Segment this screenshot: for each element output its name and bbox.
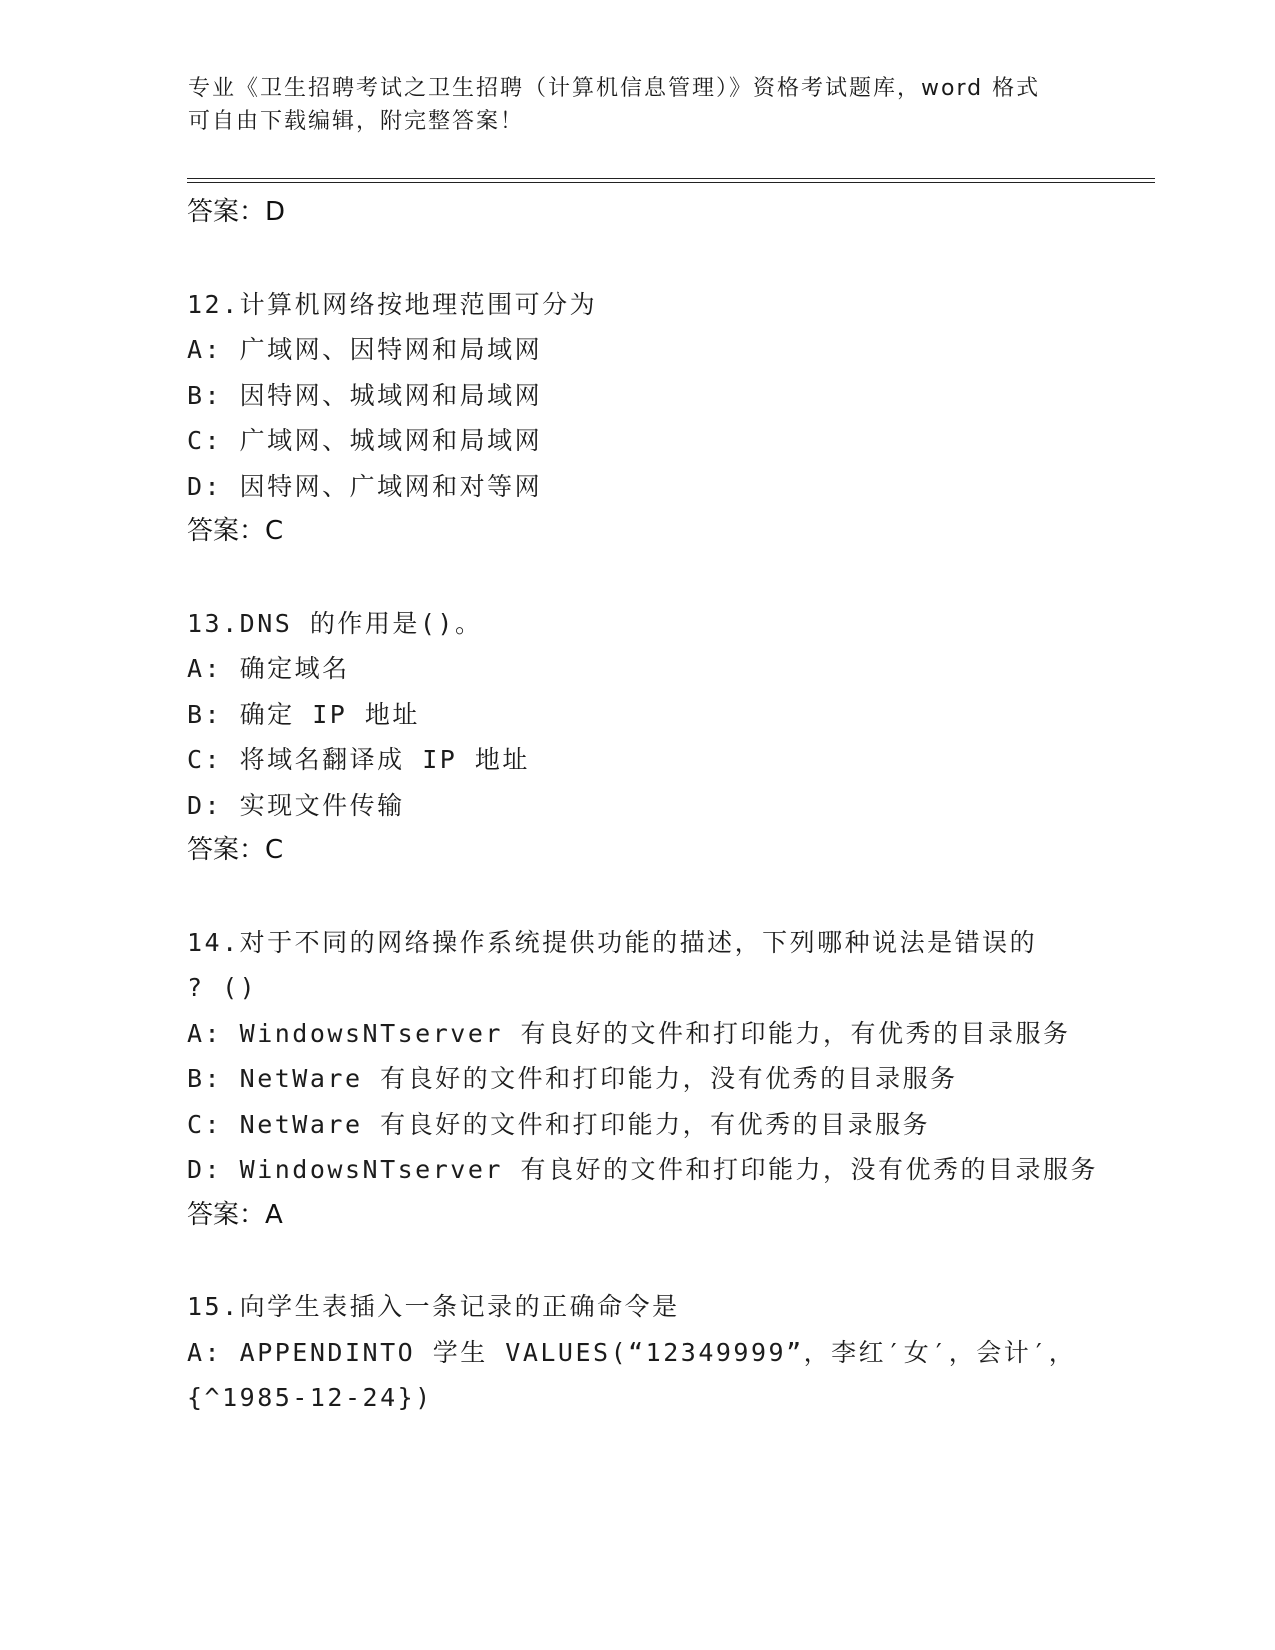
answer-line: [187, 1193, 1137, 1239]
option-d: D: 实现文件传输: [187, 790, 405, 820]
option-a: A: WindowsNTserver 有良好的文件和打印能力，有优秀的目录服务: [187, 1018, 1071, 1048]
option-b: B: NetWare 有良好的文件和打印能力，没有优秀的目录服务: [187, 1064, 958, 1093]
answer-value: D: [265, 197, 286, 227]
option-a-line-1: A: APPENDINTO 学生 VALUES(“12349999”，李红′女′，会计′，: [187, 1337, 1077, 1367]
question-stem: 12.计算机网络按地理范围可分为: [187, 289, 598, 319]
answer-label: 答案：: [187, 1199, 266, 1230]
option-a-line-2: {^1985-12-24}): [187, 1383, 433, 1412]
question-12: [187, 282, 1137, 555]
option-b: B: 因特网、城域网和局域网: [187, 380, 543, 410]
answer-line: [187, 509, 1137, 555]
question-stem: 15.向学生表插入一条记录的正确命令是: [187, 1292, 680, 1321]
question-stem: 13.DNS 的作用是()。: [187, 608, 483, 638]
spacer: [187, 874, 1137, 920]
question-14: [187, 920, 1137, 1239]
answer-value: A: [265, 1199, 283, 1230]
question-stem-line-1: 14.对于不同的网络操作系统提供功能的描述，下列哪种说法是错误的: [187, 927, 1038, 957]
question-list: [187, 190, 1137, 1421]
divider-line-bottom: [187, 182, 1155, 183]
option-c: C: NetWare 有良好的文件和打印能力，有优秀的目录服务: [187, 1109, 931, 1139]
header-line-2: 可自由下载编辑，附完整答案！: [188, 109, 525, 134]
divider-line-top: [187, 178, 1155, 179]
option-d: D: WindowsNTserver 有良好的文件和打印能力，没有优秀的目录服务: [187, 1155, 1098, 1184]
option-a: A: 广域网、因特网和局域网: [187, 335, 543, 364]
option-c: C: 广域网、城域网和局域网: [187, 426, 543, 455]
answer-line: [187, 828, 1137, 874]
answer-line: [187, 190, 1137, 236]
option-c: C: 将域名翻译成 IP 地址: [187, 745, 530, 774]
question-13: [187, 601, 1137, 874]
answer-value: C: [265, 835, 284, 865]
spacer: [187, 1238, 1137, 1284]
question-stem-line-2: ? (): [187, 973, 258, 1002]
header-divider: [187, 178, 1155, 183]
question-15: [187, 1284, 1137, 1421]
document-header: [188, 72, 1088, 138]
answer-value: C: [265, 516, 284, 546]
option-a: A: 确定域名: [187, 654, 350, 683]
spacer: [187, 555, 1137, 601]
answer-label: 答案：: [187, 197, 266, 227]
header-line-1: 专业《卫生招聘考试之卫生招聘（计算机信息管理）》资格考试题库，word 格式: [188, 76, 1041, 101]
spacer: [187, 236, 1137, 282]
option-d: D: 因特网、广域网和对等网: [187, 471, 543, 501]
option-b: B: 确定 IP 地址: [187, 699, 420, 729]
answer-label: 答案：: [187, 835, 266, 865]
answer-label: 答案：: [187, 516, 266, 546]
